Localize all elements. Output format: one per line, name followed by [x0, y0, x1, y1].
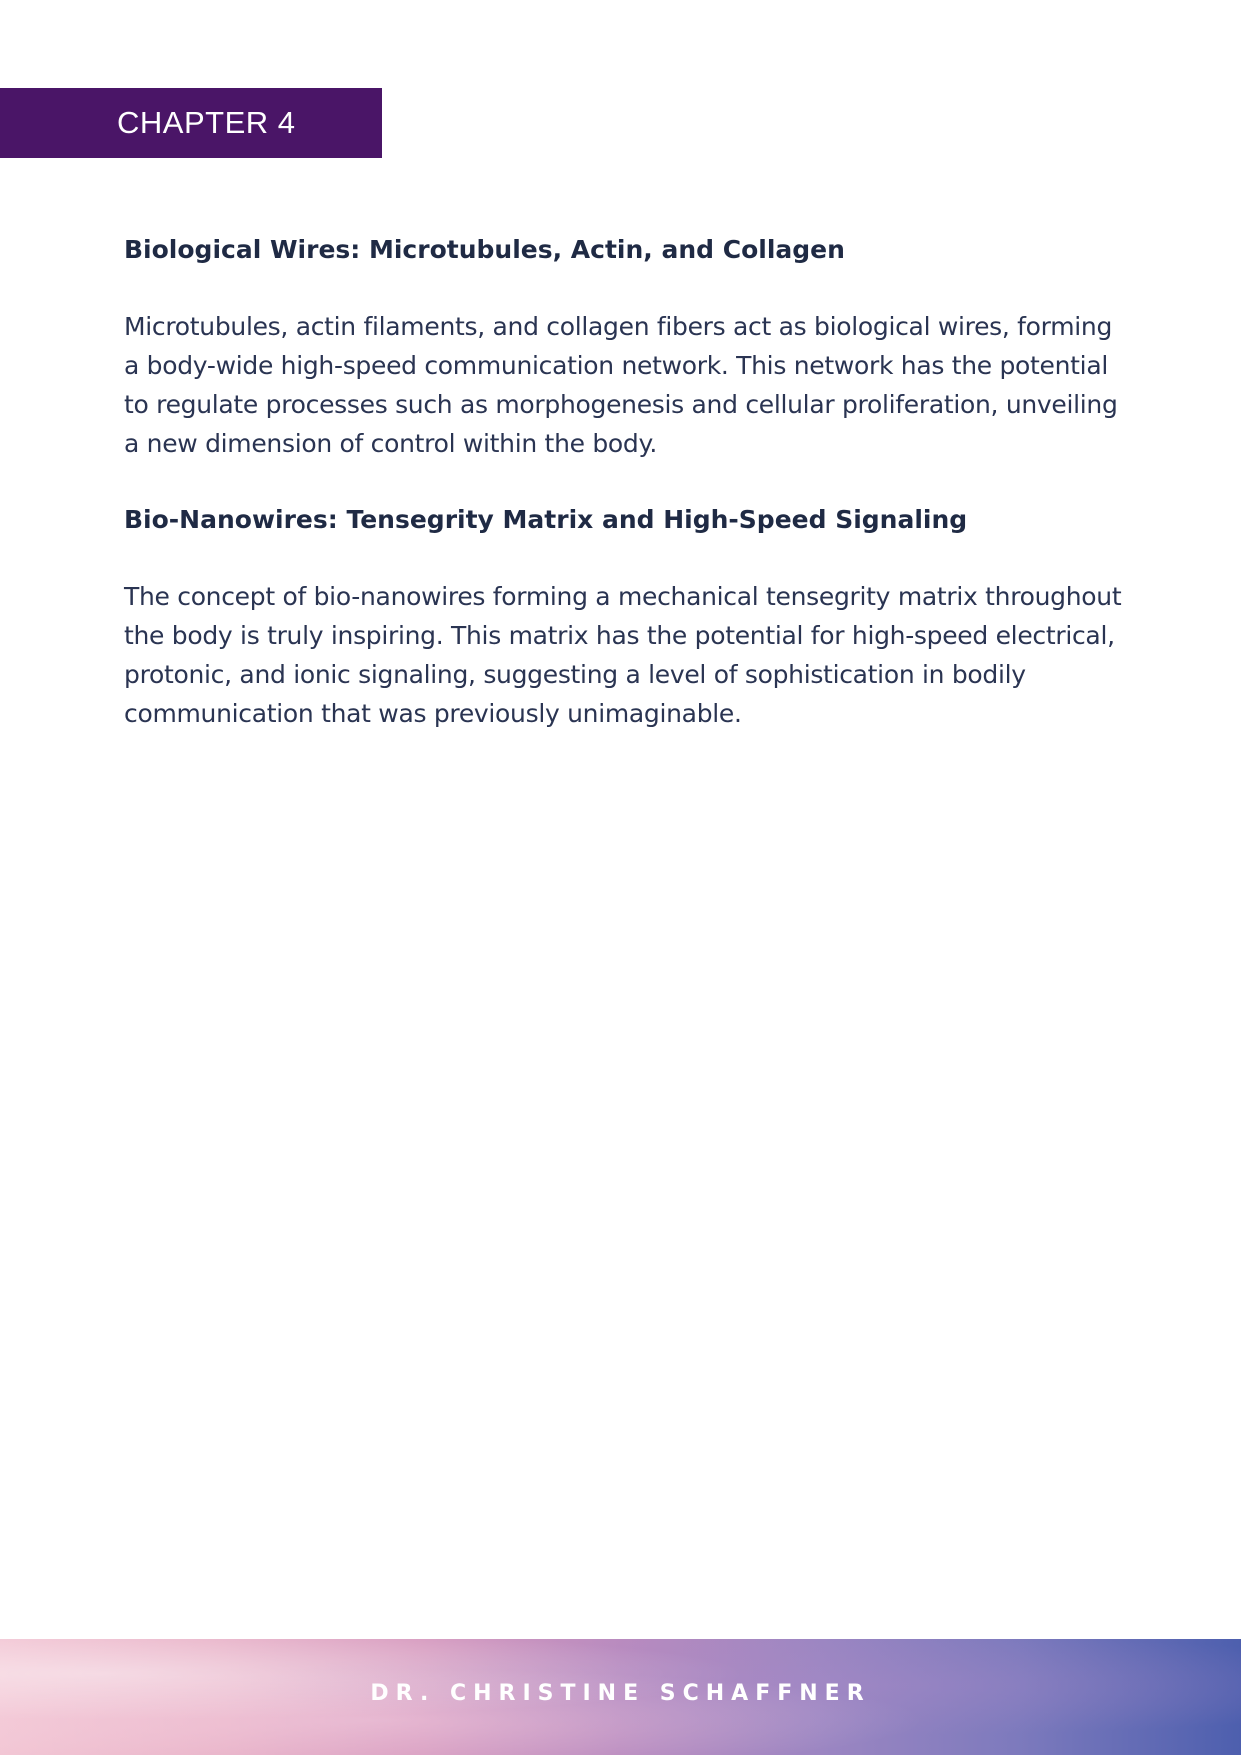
chapter-label: CHAPTER 4: [117, 105, 296, 140]
section-heading: Bio-Nanowires: Tensegrity Matrix and High-Speed Signaling: [124, 505, 968, 534]
page-content: [124, 230, 1124, 733]
footer-band: [0, 1639, 1241, 1755]
section-body: Microtubules, actin filaments, and collagen fibers act as biological wires, forming a body-wide high-speed communication network. This network has the potential to regulate processes such as morphogenesis and cellular proliferation, unveiling a new dimension of control within the body.: [124, 312, 1118, 458]
section-bio-nanowires: [124, 500, 1124, 733]
chapter-banner: [0, 88, 382, 158]
author-name: DR. CHRISTINE SCHAFFNER: [370, 1680, 871, 1706]
section-body: The concept of bio-nanowires forming a mechanical tensegrity matrix throughout the body is truly inspiring. This matrix has the potential for high-speed electrical, protonic, and ionic signaling, suggesting a level of sophistication in bodily communication that was previously unimaginable.: [124, 582, 1122, 728]
section-biological-wires: [124, 230, 1124, 463]
section-heading: Biological Wires: Microtubules, Actin, and Collagen: [124, 235, 845, 264]
